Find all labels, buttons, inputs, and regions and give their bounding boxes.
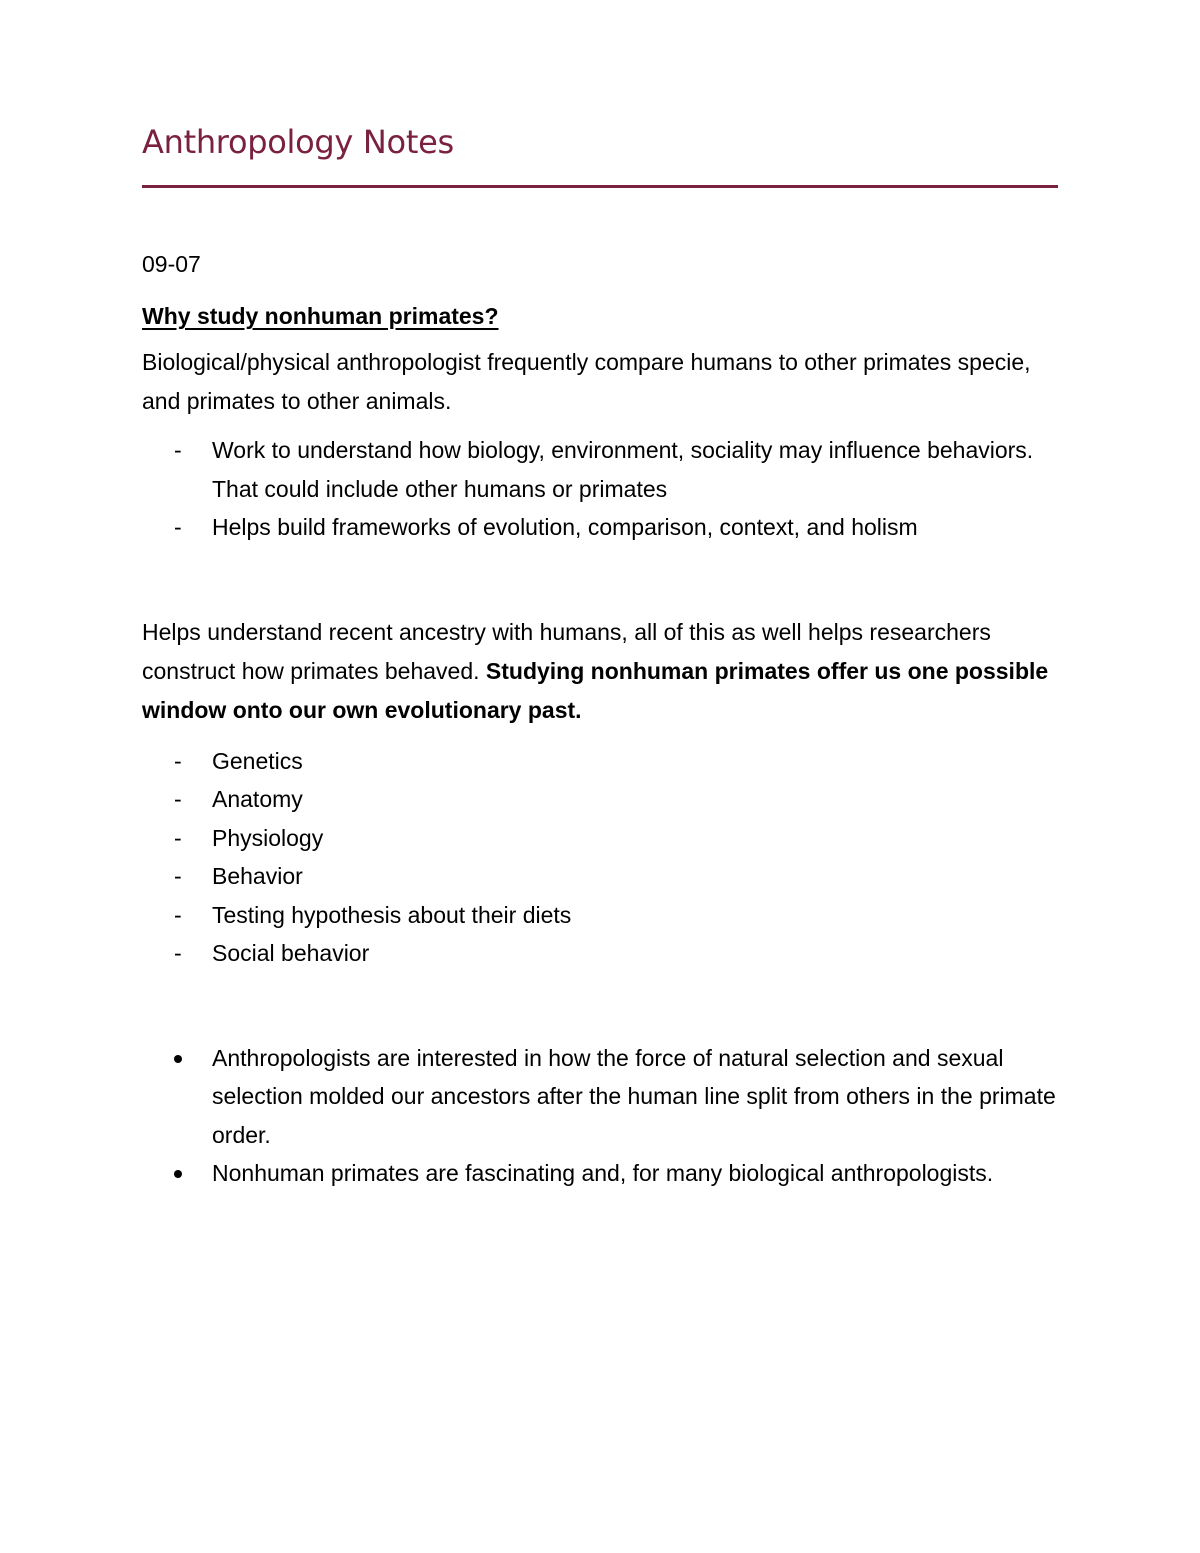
list-item-text: Genetics xyxy=(212,747,303,774)
bullet-icon xyxy=(174,1170,182,1178)
list-item xyxy=(142,1154,1058,1193)
dash-marker: - xyxy=(174,901,182,928)
list-item-text: Anatomy xyxy=(212,786,303,812)
note-date: 09-07 xyxy=(142,251,201,277)
list-item xyxy=(142,934,1058,973)
bullet-list xyxy=(142,1039,1058,1193)
list-item-text: Anthropologists are interested in how the force of natural selection and sexual selection molded our ancestors after the human line split from others in the primate order. xyxy=(212,1044,1056,1148)
dash-marker: - xyxy=(174,437,182,463)
intro-paragraph: Biological/physical anthropologist frequently compare humans to other primates specie, and primates to other animals. xyxy=(142,349,1031,414)
list-item xyxy=(142,819,1058,858)
list-item-text: Testing hypothesis about their diets xyxy=(212,901,572,928)
list-item-text: Work to understand how biology, environment, sociality may influence behaviors. That could include other humans or primates xyxy=(212,437,1034,502)
dash-marker: - xyxy=(174,824,182,851)
dash-marker: - xyxy=(174,514,182,540)
list-item xyxy=(142,857,1058,896)
list-item xyxy=(142,780,1058,819)
list-item xyxy=(142,508,1058,547)
title-divider xyxy=(142,185,1058,188)
list-item xyxy=(142,742,1058,781)
list-item-text: Helps build frameworks of evolution, comparison, context, and holism xyxy=(212,514,918,540)
section-heading: Why study nonhuman primates? xyxy=(142,303,499,329)
dash-list-2 xyxy=(142,742,1058,973)
dash-marker: - xyxy=(174,940,182,966)
list-item-text: Nonhuman primates are fascinating and, for many biological anthropologists. xyxy=(212,1160,994,1186)
document-body xyxy=(142,118,1058,1193)
ancestry-bold-text: Studying nonhuman primates offer us one possible window onto our own evolutionary past. xyxy=(142,657,1049,723)
list-item-text: Behavior xyxy=(212,863,303,889)
bullet-icon xyxy=(174,1055,182,1063)
dash-marker: - xyxy=(174,863,182,889)
ancestry-text: Helps understand recent ancestry with humans, all of this as well helps researchers construct how primates behaved. xyxy=(142,618,991,684)
dash-marker: - xyxy=(174,747,182,774)
document-title: Anthropology Notes xyxy=(142,123,454,161)
dash-list-1 xyxy=(142,431,1058,547)
ancestry-paragraph xyxy=(142,613,1058,730)
list-item-text: Physiology xyxy=(212,824,324,851)
list-item-text: Social behavior xyxy=(212,940,370,966)
dash-marker: - xyxy=(174,786,182,812)
list-item xyxy=(142,431,1058,508)
list-item xyxy=(142,1039,1058,1155)
list-item xyxy=(142,896,1058,935)
